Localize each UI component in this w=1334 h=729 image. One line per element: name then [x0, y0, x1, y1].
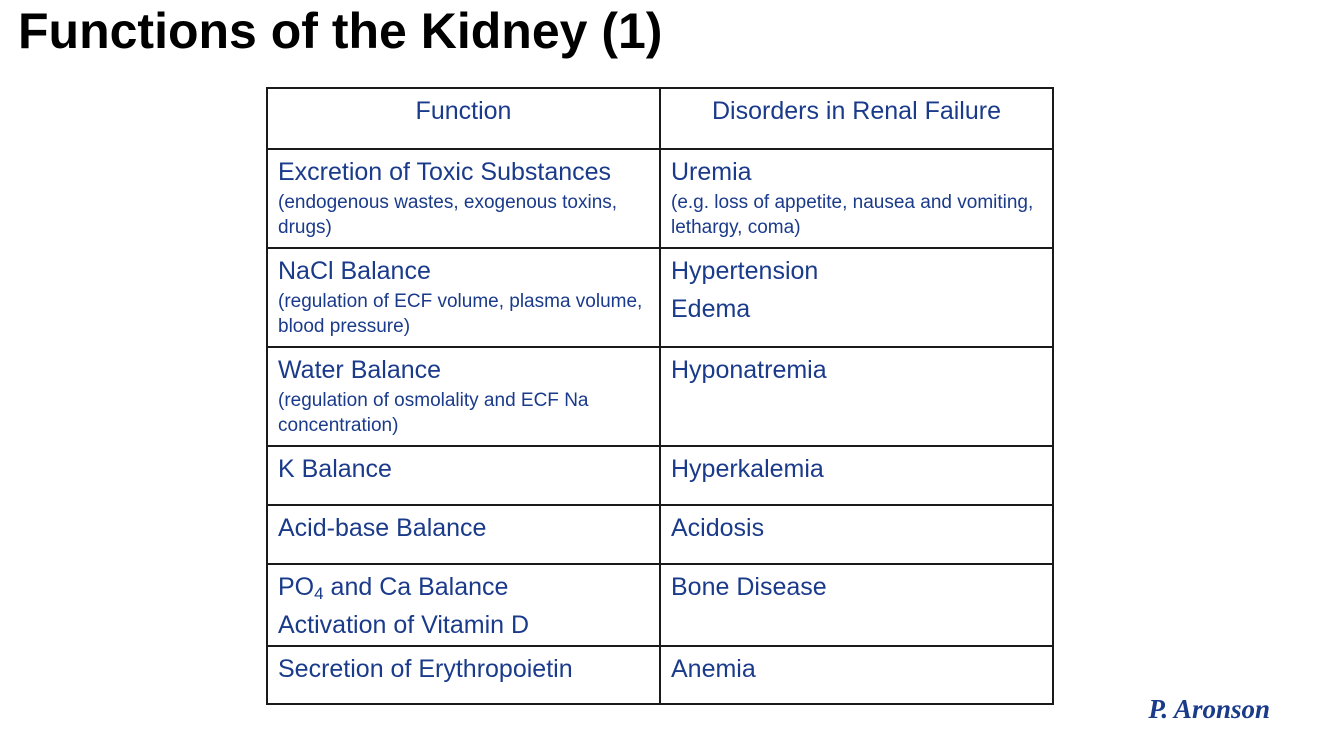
- function-detail: (regulation of ECF volume, plasma volume, blood pressure): [278, 291, 643, 337]
- table-row: [267, 149, 1053, 248]
- function-label: NaCl Balance: [278, 257, 431, 285]
- kidney-functions-table: [266, 87, 1054, 705]
- function-cell: [267, 446, 660, 505]
- function-label: Excretion of Toxic Substances: [278, 158, 612, 186]
- table-header-row: [267, 88, 1053, 149]
- function-label: [278, 571, 649, 603]
- disorder-cell: [660, 564, 1053, 646]
- column-header-function: Function: [267, 88, 660, 149]
- function-detail: (regulation of osmolality and ECF Na concentration): [278, 390, 589, 436]
- function-cell: [267, 248, 660, 347]
- table-row: [267, 446, 1053, 505]
- function-cell: [267, 646, 660, 704]
- function-label-suffix: and Ca Balance: [323, 573, 509, 601]
- function-label: Acid-base Balance: [278, 514, 487, 542]
- disorder-label: Bone Disease: [671, 573, 827, 601]
- page-title: Functions of the Kidney (1): [18, 3, 663, 59]
- function-label: Water Balance: [278, 356, 442, 384]
- disorder-cell: [660, 646, 1053, 704]
- disorder-label: Uremia: [671, 158, 752, 186]
- function-label: Secretion of Erythropoietin: [278, 655, 573, 683]
- disorder-cell: [660, 248, 1053, 347]
- function-cell: [267, 149, 660, 248]
- disorder-cell: [660, 505, 1053, 564]
- table-row: [267, 505, 1053, 564]
- disorder-label: Hyperkalemia: [671, 455, 824, 483]
- author-credit: P. Aronson: [1148, 694, 1270, 724]
- table-row: [267, 248, 1053, 347]
- table-row: [267, 646, 1053, 704]
- function-label-prefix: PO: [278, 573, 315, 601]
- function-label-secondary: Activation of Vitamin D: [278, 611, 530, 639]
- disorder-label: Anemia: [671, 655, 756, 683]
- function-label: K Balance: [278, 455, 392, 483]
- disorder-cell: [660, 347, 1053, 446]
- disorder-label-secondary: Edema: [671, 295, 751, 323]
- table-row: [267, 564, 1053, 646]
- function-label-subscript: 4: [314, 584, 324, 603]
- disorder-label: Hyponatremia: [671, 356, 827, 384]
- table-row: [267, 347, 1053, 446]
- function-cell: [267, 505, 660, 564]
- function-detail: (endogenous wastes, exogenous toxins, drugs): [278, 192, 618, 238]
- disorder-cell: [660, 446, 1053, 505]
- disorder-label: Acidosis: [671, 514, 765, 542]
- disorder-cell: [660, 149, 1053, 248]
- disorder-label: Hypertension: [671, 257, 819, 285]
- disorder-detail: (e.g. loss of appetite, nausea and vomiting, lethargy, coma): [671, 192, 1034, 238]
- column-header-disorders: Disorders in Renal Failure: [660, 88, 1053, 149]
- function-cell: [267, 347, 660, 446]
- function-cell: [267, 564, 660, 646]
